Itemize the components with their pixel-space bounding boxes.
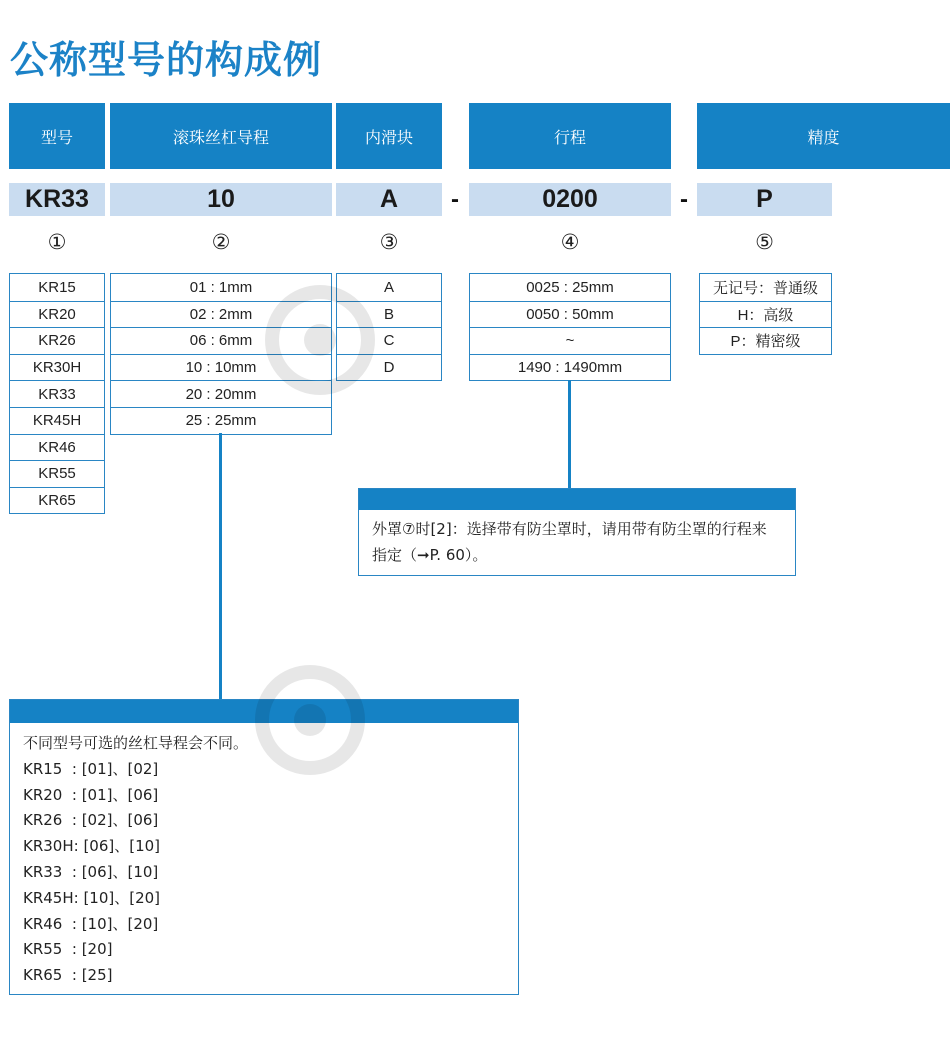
list-item: 20 : 20mm [111, 380, 331, 407]
list-item: 06 : 6mm [111, 327, 331, 354]
code-dash-1: - [451, 185, 459, 213]
lead-connector-line [219, 433, 222, 700]
list-item: C [337, 327, 441, 354]
list-item: KR15 [38, 278, 76, 296]
lead-note-line: KR33 : [06]、[10] [23, 862, 159, 881]
list-item: KR26 [10, 327, 104, 354]
list-item: 01 : 1mm [189, 278, 253, 296]
precision-list [699, 273, 832, 355]
watermark-logo-icon [260, 280, 380, 400]
circled-number-5: ⑤ [755, 230, 774, 254]
page-title: 公称型号的构成例 [10, 38, 323, 82]
circled-number-1: ① [47, 230, 67, 254]
header-slider: 内滑块 [336, 103, 442, 169]
list-item: KR30H [10, 354, 104, 381]
list-item: H：高级 [700, 301, 831, 328]
list-item: 0050 : 50mm [470, 301, 670, 328]
list-item: KR45H [10, 407, 104, 434]
lead-note-line: KR30H: [06]、[10] [23, 837, 161, 856]
list-item: KR20 [10, 301, 104, 328]
lead-note-line: KR55 : [20] [23, 940, 113, 959]
list-item: KR46 [10, 434, 104, 461]
lead-note-line: KR65 : [25] [23, 966, 113, 985]
list-item: D [337, 354, 441, 381]
code-stroke: 0200 [469, 183, 671, 216]
list-item: 无记号：普通级 [712, 279, 818, 297]
code-model: KR33 [9, 183, 105, 216]
list-item: 25 : 25mm [111, 407, 331, 434]
code-precision: P [697, 183, 832, 216]
lead-note-line: KR46 : [10]、[20] [23, 914, 159, 933]
list-item: B [337, 301, 441, 328]
list-item: 0025 : 25mm [526, 278, 614, 296]
lead-note-line: KR26 : [02]、[06] [23, 811, 159, 830]
header-precision: 精度 [697, 103, 950, 169]
stroke-note-text: 外罩⑦时[2]：选择带有防尘罩时，请用带有防尘罩的行程来指定（➞P. 60）。 [372, 520, 767, 564]
watermark-logo-icon [250, 660, 370, 780]
code-slider: A [336, 183, 442, 216]
list-item: 02 : 2mm [111, 301, 331, 328]
header-stroke: 行程 [469, 103, 671, 169]
header-model: 型号 [9, 103, 105, 169]
list-item: P：精密级 [700, 327, 831, 354]
lead-note-line: KR20 : [01]、[06] [23, 785, 159, 804]
list-item: 1490 : 1490mm [470, 354, 670, 381]
stroke-list [469, 273, 671, 381]
model-list [9, 273, 105, 514]
stroke-note-box [358, 488, 796, 576]
circled-number-2: ② [211, 230, 231, 254]
circled-number-3: ③ [379, 230, 399, 254]
list-item: A [383, 278, 394, 296]
list-item: KR33 [10, 380, 104, 407]
list-item: 10 : 10mm [111, 354, 331, 381]
lead-note-line: KR45H: [10]、[20] [23, 888, 161, 907]
circled-number-4: ④ [560, 230, 580, 254]
list-item: KR55 [10, 460, 104, 487]
lead-note-intro: 不同型号可选的丝杠导程会不同。 [23, 734, 249, 752]
note-header-bar [359, 489, 795, 510]
list-item: KR65 [10, 487, 104, 514]
lead-note-line: KR15 : [01]、[02] [23, 759, 159, 778]
code-lead: 10 [110, 183, 332, 216]
list-item: ~ [470, 327, 670, 354]
header-lead: 滚珠丝杠导程 [110, 103, 332, 169]
code-dash-2: - [680, 185, 688, 213]
stroke-connector-line [568, 380, 571, 489]
